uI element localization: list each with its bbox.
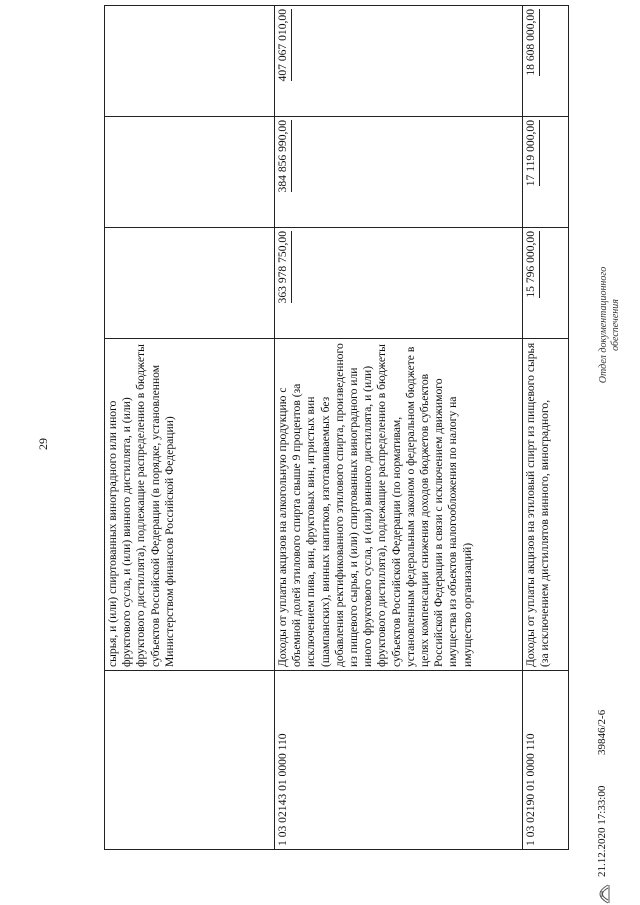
amount-cell-year-3 <box>105 6 275 117</box>
amount-cell-year-2: 384 856 990,00 <box>275 117 523 228</box>
table-row <box>275 6 523 850</box>
amount-cell-year-3: 18 608 000,00 <box>523 6 569 117</box>
amount-cell-year-1: 363 978 750,00 <box>275 228 523 339</box>
amount-cell-year-3: 407 067 010,00 <box>275 6 523 117</box>
document-table-wrapper <box>104 9 568 850</box>
registration-datetime: 21.12.2020 17:33:00 <box>596 785 608 877</box>
registry-seal-icon <box>590 883 612 905</box>
amount-cell-year-2: 17 119 000,00 <box>523 117 569 228</box>
table-row <box>105 6 275 850</box>
amount-cell-year-2 <box>105 117 275 228</box>
document-number: 39846/2-6 <box>596 709 608 755</box>
budget-revenue-table <box>104 5 569 850</box>
revenue-code-cell: 1 03 02190 01 0000 110 <box>523 671 569 850</box>
revenue-code-cell: 1 03 02143 01 0000 110 <box>275 671 523 850</box>
page-number: 29 <box>36 438 50 450</box>
department-stamp: Отдел документационного обеспечения <box>598 266 621 384</box>
revenue-description-cell: Доходы от уплаты акцизов на алкогольную продукцию с объемной долей этилового спирта свыше 9 процентов (за исключением пива, вин, фруктовых вин, игристых вин (шампанских), винных напитков, изготавливаемых без добавления ректификованного этилового спирта, произведенного из пищевого сырья, и (или) спиртованных виноградного или иного фруктового сусла, и (или) винного дистиллята, и (или) фруктового дистиллята), подлежащие распределению в бюджеты субъектов Российской Федерации (по нормативам, установленным федеральным законом о федеральном бюджете в целях компенсации снижения доходов бюджетов субъектов Российской Федерации в связи с исключением движимого имущества из объектов налогообложения по налогу на имущество организаций) <box>275 339 523 671</box>
revenue-description-cell: Доходы от уплаты акцизов на этиловый спирт из пищевого сырья (за исключением дистиллятов винного, виноградного, <box>523 339 569 671</box>
revenue-code-cell <box>105 671 275 850</box>
table-row <box>523 6 569 850</box>
amount-cell-year-1: 15 796 000,00 <box>523 228 569 339</box>
revenue-description-cell: сырья, и (или) спиртованных виноградного или иного фруктового сусла, и (или) винного дистиллята, и (или) фруктового дистиллята), подлежащие распределению в бюджеты субъектов Российской Федерации (в порядке, установленном Министерством финансов Российской Федерации) <box>105 339 275 671</box>
amount-cell-year-1 <box>105 228 275 339</box>
